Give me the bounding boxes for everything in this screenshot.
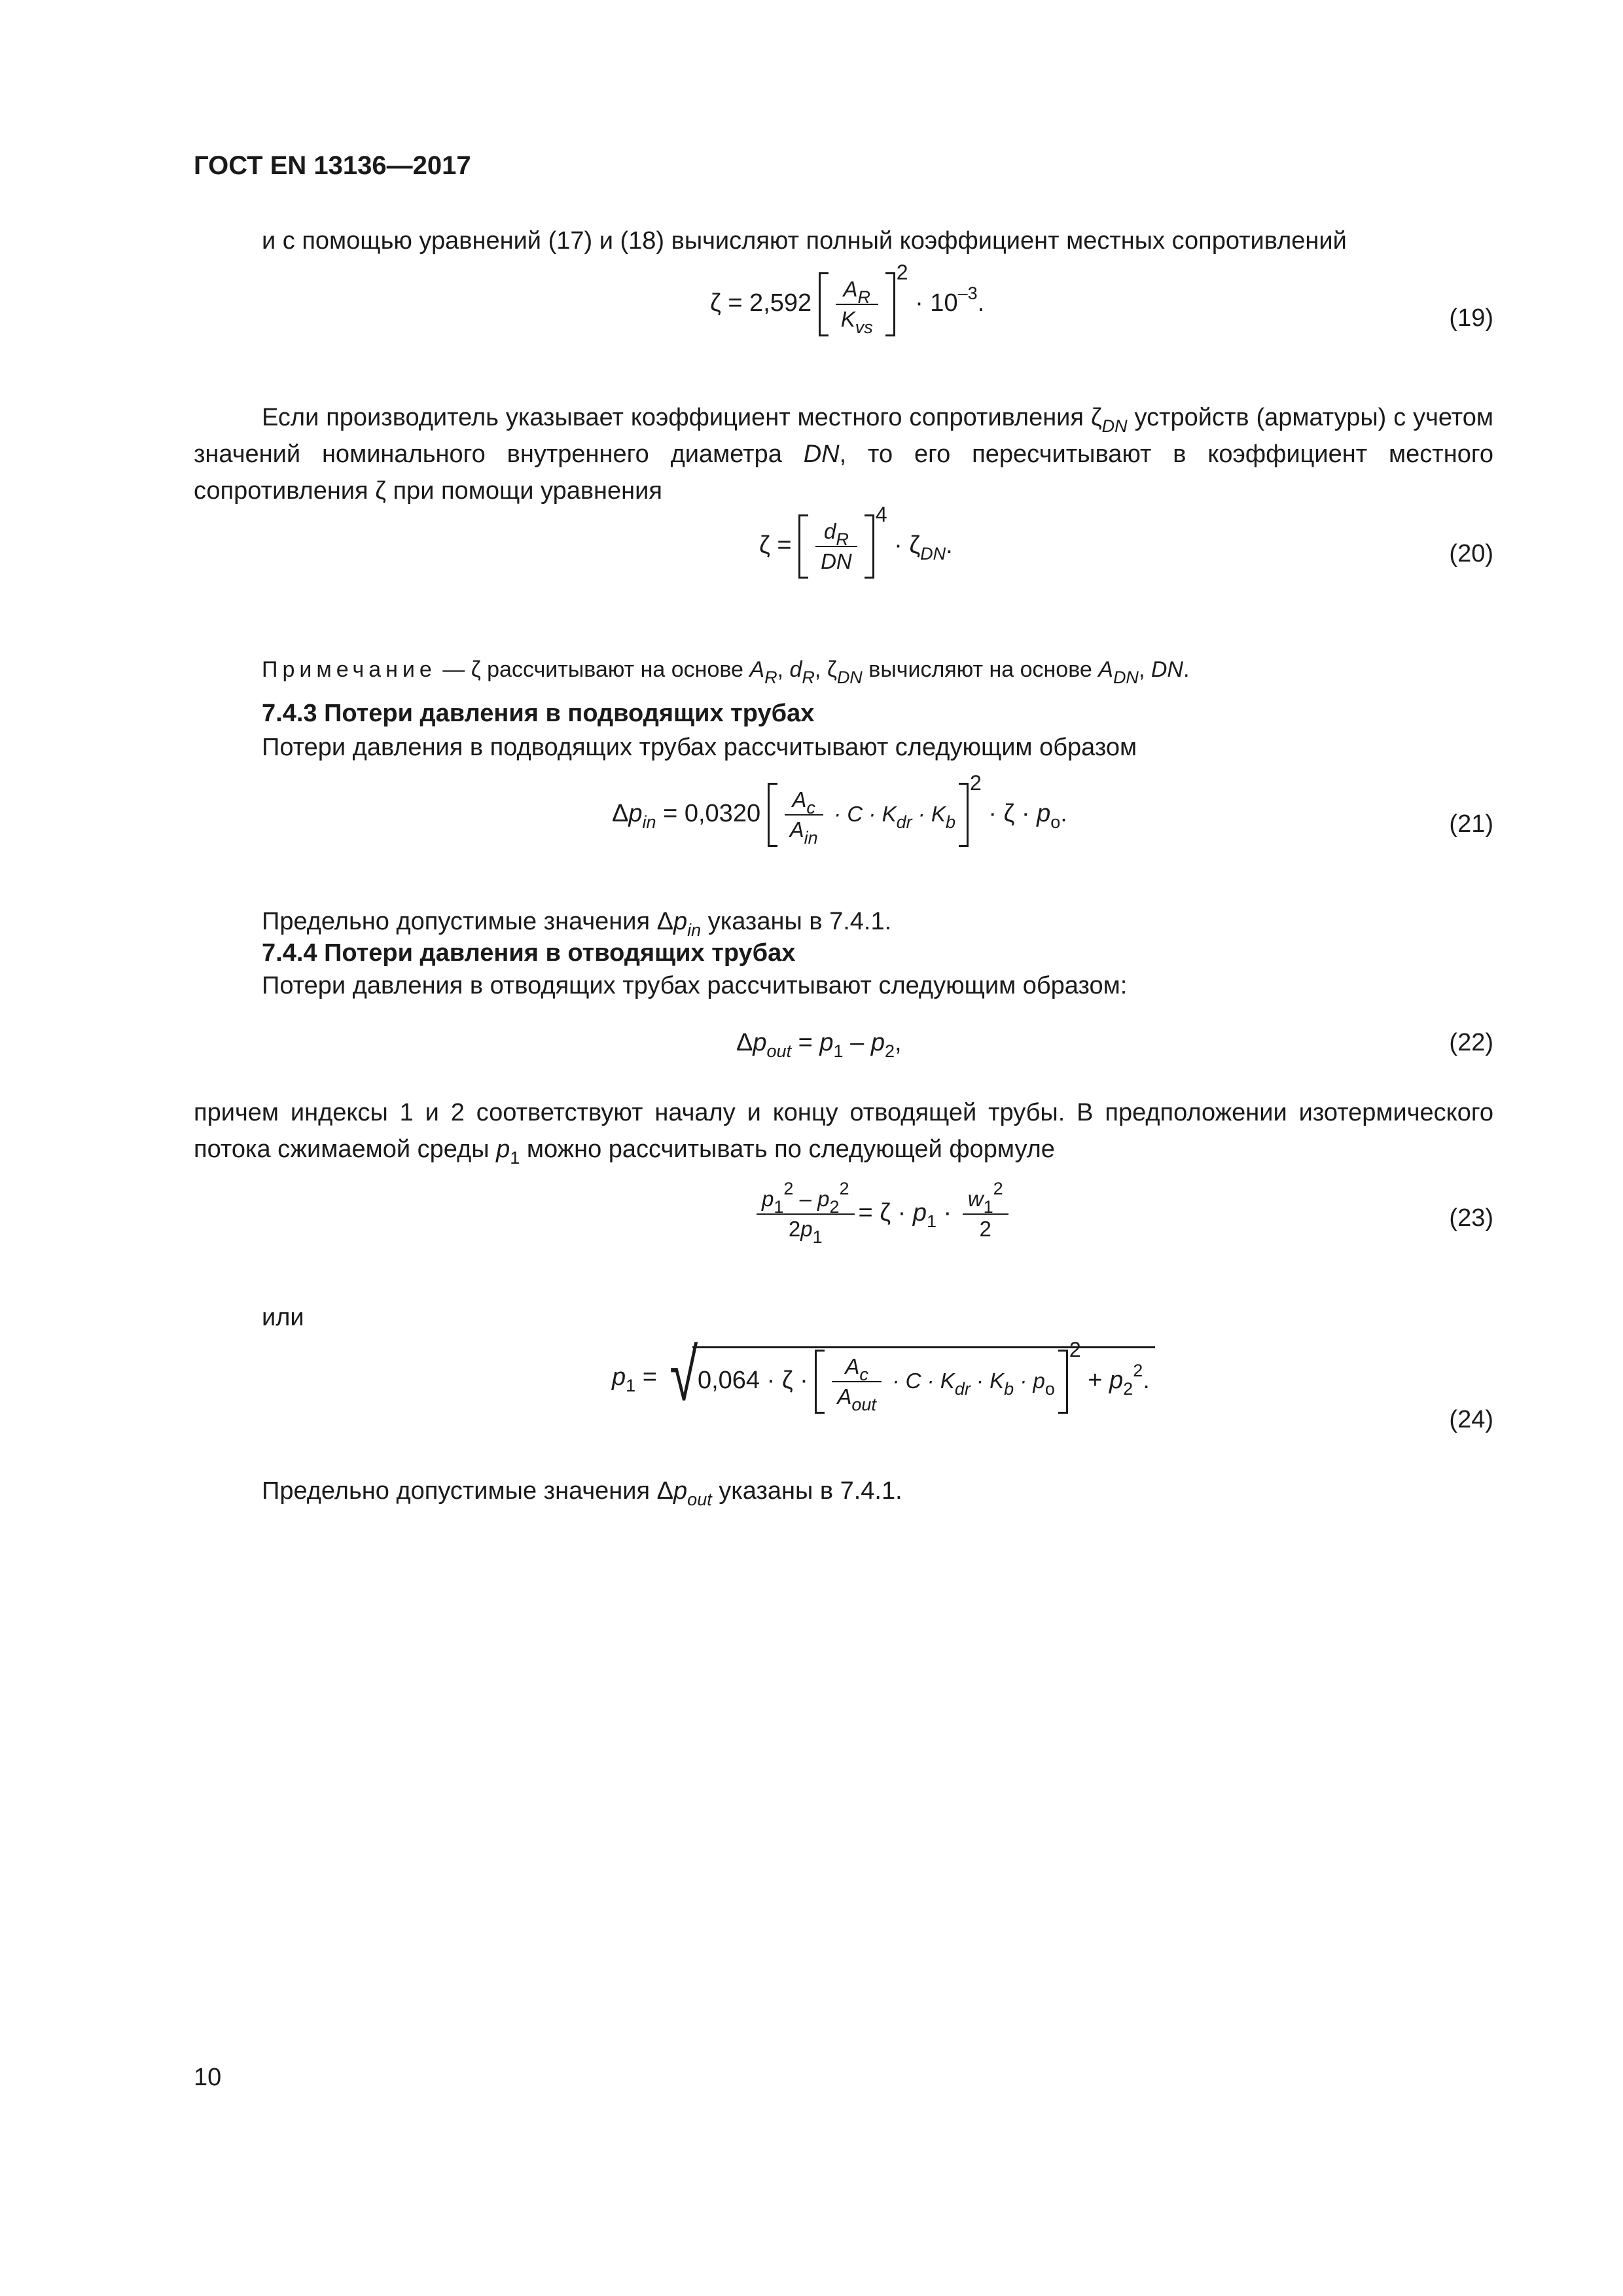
eq22-p1: p bbox=[819, 1029, 834, 1056]
eq24-mid2: · K bbox=[970, 1368, 1005, 1393]
eq21-den: A bbox=[789, 817, 804, 842]
eq21-tail-end: . bbox=[1060, 800, 1067, 828]
eq22-sub: out bbox=[766, 1041, 792, 1061]
eq22-eq: = bbox=[791, 1029, 820, 1056]
note-sep2: , ζ bbox=[814, 657, 837, 682]
eq24-mid2-sub: b bbox=[1004, 1378, 1014, 1399]
note bbox=[262, 651, 1189, 688]
eq19-num-sub: R bbox=[857, 287, 870, 307]
note-z-sub: DN bbox=[836, 668, 863, 687]
eq23-num-b-exp: 2 bbox=[839, 1179, 849, 1198]
note-d: d bbox=[789, 657, 802, 682]
eq24-exp: 2 bbox=[1069, 1337, 1081, 1361]
eq21-p: p bbox=[628, 800, 643, 828]
eq21-p-sub: in bbox=[642, 812, 656, 833]
eq19-bracket bbox=[819, 275, 895, 337]
note-a2: A bbox=[1098, 657, 1113, 682]
para-indices-end: можно рассчитывать по следующей формуле bbox=[520, 1136, 1055, 1163]
eq23-mid: = ζ · bbox=[858, 1199, 913, 1227]
eq19-tail: · 10 bbox=[915, 289, 958, 317]
eq19-lhs: ζ = 2,592 bbox=[710, 289, 812, 317]
limit-out-text bbox=[262, 1473, 902, 1509]
equation-20 bbox=[759, 503, 953, 576]
eq24-num: A bbox=[845, 1354, 860, 1378]
eq23-rnum-exp: 2 bbox=[993, 1179, 1003, 1198]
section-7-4-3-text: Потери давления в подводящих трубах рассчитывают следующим образом bbox=[262, 734, 1137, 761]
sqrt-radical-icon: √ bbox=[669, 1334, 698, 1416]
eq22-p: p bbox=[753, 1029, 767, 1056]
note-a: A bbox=[749, 657, 765, 682]
para-dn-p1-sub: DN bbox=[1101, 416, 1128, 436]
eq24-mid3-sub: o bbox=[1044, 1378, 1055, 1399]
eq24-p2: p bbox=[1109, 1366, 1124, 1394]
eq23-den-sub: 1 bbox=[812, 1227, 823, 1247]
intro-line: и с помощью уравнений (17) и (18) вычисляют полный коэффициент местных сопротивлений bbox=[262, 227, 1347, 255]
eq21-mid2: · K bbox=[912, 802, 946, 827]
eq22-minus: – bbox=[843, 1029, 871, 1056]
para-dn-dn: DN bbox=[803, 440, 840, 468]
eq20-tail: · ζ bbox=[894, 531, 921, 560]
eq20-tail-sub: DN bbox=[920, 544, 946, 564]
eq24-mid1-sub: dr bbox=[954, 1378, 971, 1399]
paragraph-dn bbox=[194, 399, 1493, 509]
eq23-rden: 2 bbox=[979, 1217, 991, 1241]
eq19-den: K bbox=[840, 307, 855, 331]
eq24-p2-exp: 2 bbox=[1133, 1360, 1143, 1380]
eq20-tail-end: . bbox=[946, 531, 953, 560]
eq21-den-sub: in bbox=[804, 828, 818, 848]
eq21-delta: Δ bbox=[612, 800, 629, 828]
eq19-den-sub: vs bbox=[855, 317, 873, 337]
eq21-num-sub: c bbox=[806, 798, 815, 817]
eq23-num-b: p bbox=[817, 1187, 830, 1211]
para-dn-p3: , то его пересчитывают в коэффициент местного сопротивления ζ при помощи уравнения bbox=[194, 440, 1493, 505]
eq24-end: . bbox=[1143, 1366, 1150, 1394]
limit-out-t1: Предельно допустимые значения Δ bbox=[262, 1477, 674, 1505]
eq24-fraction bbox=[832, 1352, 882, 1414]
eq21-fraction bbox=[785, 785, 823, 848]
eq19-num: A bbox=[843, 277, 858, 301]
equation-23 bbox=[753, 1179, 1012, 1247]
eq24-lhs-sub: 1 bbox=[626, 1376, 636, 1396]
eq23-rnum-sub: 1 bbox=[983, 1197, 993, 1217]
eq24-sqrt-body bbox=[692, 1337, 1155, 1414]
equation-number-24: (24) bbox=[1449, 1406, 1493, 1433]
eq23-mid-sub: 1 bbox=[926, 1211, 936, 1232]
equation-24 bbox=[612, 1334, 1155, 1416]
eq24-lhs-eq: = bbox=[635, 1363, 657, 1391]
eq20-bracket bbox=[798, 517, 874, 576]
eq24-bracket bbox=[815, 1352, 1068, 1414]
eq23-den: 2 bbox=[788, 1217, 801, 1241]
eq24-mid3: · bbox=[1014, 1368, 1033, 1393]
limit-in-p: p bbox=[673, 908, 688, 935]
eq21-num: A bbox=[792, 787, 807, 812]
note-label: Примечание bbox=[262, 657, 437, 682]
limit-out-p: p bbox=[673, 1477, 688, 1505]
note-d-sub: R bbox=[802, 668, 815, 687]
eq20-num: d bbox=[823, 519, 836, 543]
eq22-end: , bbox=[894, 1029, 902, 1056]
eq21-tail-p: p bbox=[1037, 800, 1051, 828]
eq21-tail-sub: o bbox=[1050, 812, 1061, 833]
eq21-coef: = 0,0320 bbox=[656, 800, 761, 828]
limit-out-t2: указаны в 7.4.1. bbox=[711, 1477, 902, 1505]
para-dn-p1: Если производитель указывает коэффициент местного сопротивления ζ bbox=[262, 404, 1102, 431]
para-indices-text: причем индексы 1 и 2 соответствуют началу и концу отводящей трубы. В предположении изотермического потока сжимаемой среды bbox=[194, 1099, 1493, 1163]
eq20-num-sub: R bbox=[836, 529, 849, 549]
eq23-den-p: p bbox=[800, 1217, 813, 1241]
paragraph-indices bbox=[194, 1094, 1493, 1168]
equation-19 bbox=[710, 260, 985, 337]
eq24-mid1: · C · K bbox=[892, 1368, 955, 1393]
eq19-fraction bbox=[836, 275, 878, 337]
equation-21 bbox=[612, 771, 1067, 848]
eq23-num-b-sub: 2 bbox=[829, 1197, 840, 1217]
equation-number-19: (19) bbox=[1449, 304, 1493, 332]
limit-out-sub: out bbox=[687, 1490, 712, 1509]
eq19-exp: 2 bbox=[896, 260, 908, 285]
eq24-p2-sub: 2 bbox=[1123, 1378, 1133, 1399]
para-dn-p2: устройств (арматуры) с учетом значений номинального внутреннего диаметра bbox=[194, 404, 1493, 468]
eq22-delta: Δ bbox=[736, 1029, 753, 1056]
eq24-den-sub: out bbox=[851, 1394, 876, 1414]
eq23-num-minus: – bbox=[793, 1187, 818, 1211]
note-sep3: , bbox=[1138, 657, 1151, 682]
section-7-4-4-heading: 7.4.4 Потери давления в отводящих трубах bbox=[262, 939, 796, 967]
eq21-mid2-sub: b bbox=[945, 812, 955, 833]
eq20-exp: 4 bbox=[875, 503, 887, 527]
eq23-num-a-exp: 2 bbox=[783, 1179, 794, 1198]
note-end: . bbox=[1183, 657, 1190, 682]
eq22-p2: p bbox=[870, 1029, 885, 1056]
equation-number-20: (20) bbox=[1449, 540, 1493, 567]
eq23-num-a: p bbox=[762, 1187, 774, 1211]
equation-number-22: (22) bbox=[1449, 1029, 1493, 1056]
eq22-p1-sub: 1 bbox=[833, 1041, 844, 1061]
note-sep1: , bbox=[777, 657, 790, 682]
eq20-lhs: ζ = bbox=[759, 531, 792, 560]
eq19-tail-end: . bbox=[977, 289, 985, 317]
eq23-fraction-right bbox=[963, 1179, 1008, 1244]
section-7-4-4-text: Потери давления в отводящих трубах рассчитывают следующим образом: bbox=[262, 972, 1128, 999]
eq24-coef: 0,064 · ζ · bbox=[697, 1366, 808, 1394]
eq19-tail-exp: –3 bbox=[957, 283, 978, 304]
eq24-den: A bbox=[837, 1384, 852, 1408]
eq20-den: DN bbox=[821, 549, 852, 573]
document-header: ГОСТ EN 13136—2017 bbox=[194, 151, 471, 180]
equation-number-21: (21) bbox=[1449, 810, 1493, 838]
eq21-exp: 2 bbox=[969, 771, 982, 795]
para-indices-p: p bbox=[496, 1136, 510, 1163]
note-t1: — ζ рассчитывают на основе bbox=[436, 657, 750, 682]
note-t2: вычисляют на основе bbox=[862, 657, 1099, 682]
page-number: 10 bbox=[194, 2064, 222, 2091]
eq22-p2-sub: 2 bbox=[884, 1041, 895, 1061]
eq23-mid-p: p bbox=[912, 1199, 927, 1227]
equation-22 bbox=[736, 1029, 902, 1061]
eq24-lhs-p: p bbox=[612, 1363, 626, 1391]
eq23-mid-dot: · bbox=[936, 1199, 952, 1227]
note-a2-sub: DN bbox=[1113, 668, 1139, 687]
equation-number-23: (23) bbox=[1449, 1204, 1493, 1232]
limit-in-t1: Предельно допустимые значения Δ bbox=[262, 908, 674, 935]
eq24-num-sub: c bbox=[859, 1364, 868, 1384]
eq23-rnum: w bbox=[967, 1187, 984, 1211]
or-word: или bbox=[262, 1304, 304, 1331]
section-7-4-3-heading: 7.4.3 Потери давления в подводящих трубах bbox=[262, 700, 815, 727]
eq23-num-a-sub: 1 bbox=[774, 1197, 784, 1217]
eq21-mid1-sub: dr bbox=[896, 812, 912, 833]
eq24-plus: + bbox=[1080, 1366, 1110, 1394]
note-dn: DN bbox=[1150, 657, 1183, 682]
limit-in-t2: указаны в 7.4.1. bbox=[701, 908, 892, 935]
limit-in-sub: in bbox=[687, 920, 702, 940]
eq21-tail: · ζ · bbox=[988, 800, 1037, 828]
para-indices-sub: 1 bbox=[510, 1148, 520, 1168]
eq23-fraction-left bbox=[757, 1179, 855, 1247]
eq20-fraction bbox=[815, 517, 857, 576]
eq21-bracket bbox=[768, 785, 969, 848]
eq21-mid1: · C · K bbox=[834, 802, 897, 827]
note-a-sub: R bbox=[764, 668, 777, 687]
eq24-mid3-p: p bbox=[1033, 1368, 1045, 1393]
